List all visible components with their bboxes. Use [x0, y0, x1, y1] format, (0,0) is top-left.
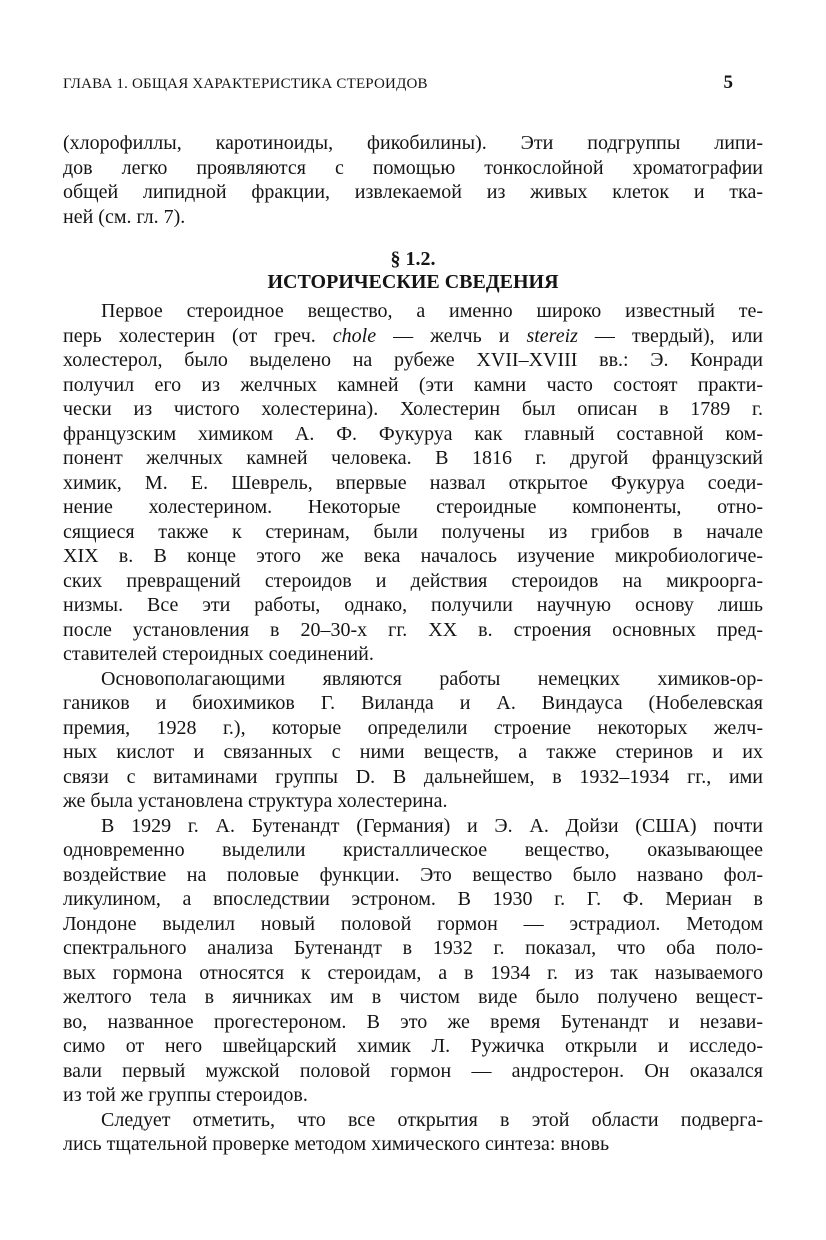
text-line: Первое стероидное вещество, а именно широко известный те- — [101, 300, 763, 322]
text-line: перь холестерин (от греч. chole — желчь и stereiz — твердый), или — [63, 324, 763, 347]
text-line: Основополагающими являются работы немецких химиков-ор- — [101, 667, 763, 690]
text-line: Следует отметить, что все открытия в этой области подверга- — [101, 1108, 763, 1131]
paragraph-block-main — [63, 299, 763, 1157]
page-number: 5 — [723, 72, 733, 93]
text-line: гаников и биохимиков Г. Виланда и А. Виндауса (Нобелевская — [63, 692, 763, 714]
text-line: низмы. Все эти работы, однако, получили научную основу лишь — [63, 594, 763, 616]
text-line: понент желчных камней человека. В 1816 г. другой французский — [63, 447, 763, 469]
text-line: (хлорофиллы, каротиноиды, фикобилины). Эти подгруппы липи- — [63, 132, 763, 154]
text-line: ских превращений стероидов и действия стероидов на микроорга- — [63, 569, 763, 592]
text-line: спектрального анализа Бутенандт в 1932 г. показал, что оба поло- — [63, 937, 763, 959]
text-line: получил его из желчных камней (эти камни часто состоят практи- — [63, 373, 763, 396]
text-line: лись тщательной проверке методом химического синтеза: вновь — [63, 1133, 610, 1155]
section-heading — [63, 248, 763, 294]
text-line: после установления в 20–30-х гг. XX в. строения основных пред- — [63, 618, 763, 641]
text-line: сящиеся также к стеринам, были получены из грибов в начале — [63, 520, 763, 543]
text-line: XIX в. В конце этого же века началось изучение микробиологиче- — [63, 545, 763, 567]
text-line: общей липидной фракции, извлекаемой из живых клеток и тка- — [63, 181, 763, 203]
text-line: чески из чистого холестерина). Холестерин был описан в 1789 г. — [63, 398, 763, 420]
text-line: химик, М. Е. Шеврель, впервые назвал открытое Фукуруа соеди- — [63, 471, 763, 494]
text-line: симо от него швейцарский химик Л. Ружичка открыли и исследо- — [63, 1035, 763, 1057]
paragraph — [63, 299, 763, 667]
text-line: ных кислот и связанных с ними веществ, а также стеринов и их — [63, 741, 763, 763]
paragraph — [63, 814, 763, 1108]
text-line: французским химиком А. Ф. Фукуруа как главный составной ком- — [63, 422, 763, 445]
text-line: нение холестерином. Некоторые стероидные компоненты, отно- — [63, 496, 763, 518]
text-line: вых гормона относятся к стероидам, а в 1934 г. из так называемого — [63, 961, 763, 984]
text-line: ставителей стероидных соединений. — [63, 643, 374, 665]
section-number: § 1.2. — [390, 248, 436, 270]
running-head — [63, 72, 763, 94]
text-line: В 1929 г. А. Бутенандт (Германия) и Э. А. Дойзи (США) почти — [101, 814, 763, 837]
paragraph — [63, 1108, 763, 1157]
paragraph — [63, 667, 763, 814]
paragraph-block-top — [63, 131, 763, 229]
text-line: дов легко проявляются с помощью тонкослойной хроматографии — [63, 156, 763, 179]
text-line: Лондоне выделил новый половой гормон — эстрадиол. Методом — [63, 912, 763, 935]
text-line: премия, 1928 г.), которые определили строение некоторых желч- — [63, 716, 763, 739]
text-line: ликулином, а впоследствии эстроном. В 1930 г. Г. Ф. Мериан в — [63, 888, 763, 910]
text-line: же была установлена структура холестерина. — [63, 790, 448, 812]
running-head-chapter-title: ГЛАВА 1. ОБЩАЯ ХАРАКТЕРИСТИКА СТЕРОИДОВ — [63, 76, 428, 92]
section-title: ИСТОРИЧЕСКИЕ СВЕДЕНИЯ — [267, 271, 559, 293]
text-line: связи с витаминами группы D. В дальнейшем, в 1932–1934 гг., ими — [63, 765, 763, 788]
text-line: из той же группы стероидов. — [63, 1084, 308, 1106]
paragraph — [63, 131, 763, 229]
text-line: холестерол, было выделено на рубеже XVII–XVIII вв.: Э. Конради — [63, 349, 763, 371]
text-line: желтого тела в яичниках им в чистом виде было получено вещест- — [63, 986, 763, 1008]
text-line: вали первый мужской половой гормон — андростерон. Он оказался — [63, 1059, 763, 1082]
text-line: ней (см. гл. 7). — [63, 205, 186, 228]
text-line: воздействие на половые функции. Это вещество было названо фол- — [63, 863, 763, 886]
text-line: во, названное прогестероном. В это же время Бутенандт и незави- — [63, 1010, 763, 1033]
text-line: одновременно выделили кристаллическое вещество, оказывающее — [63, 839, 763, 861]
